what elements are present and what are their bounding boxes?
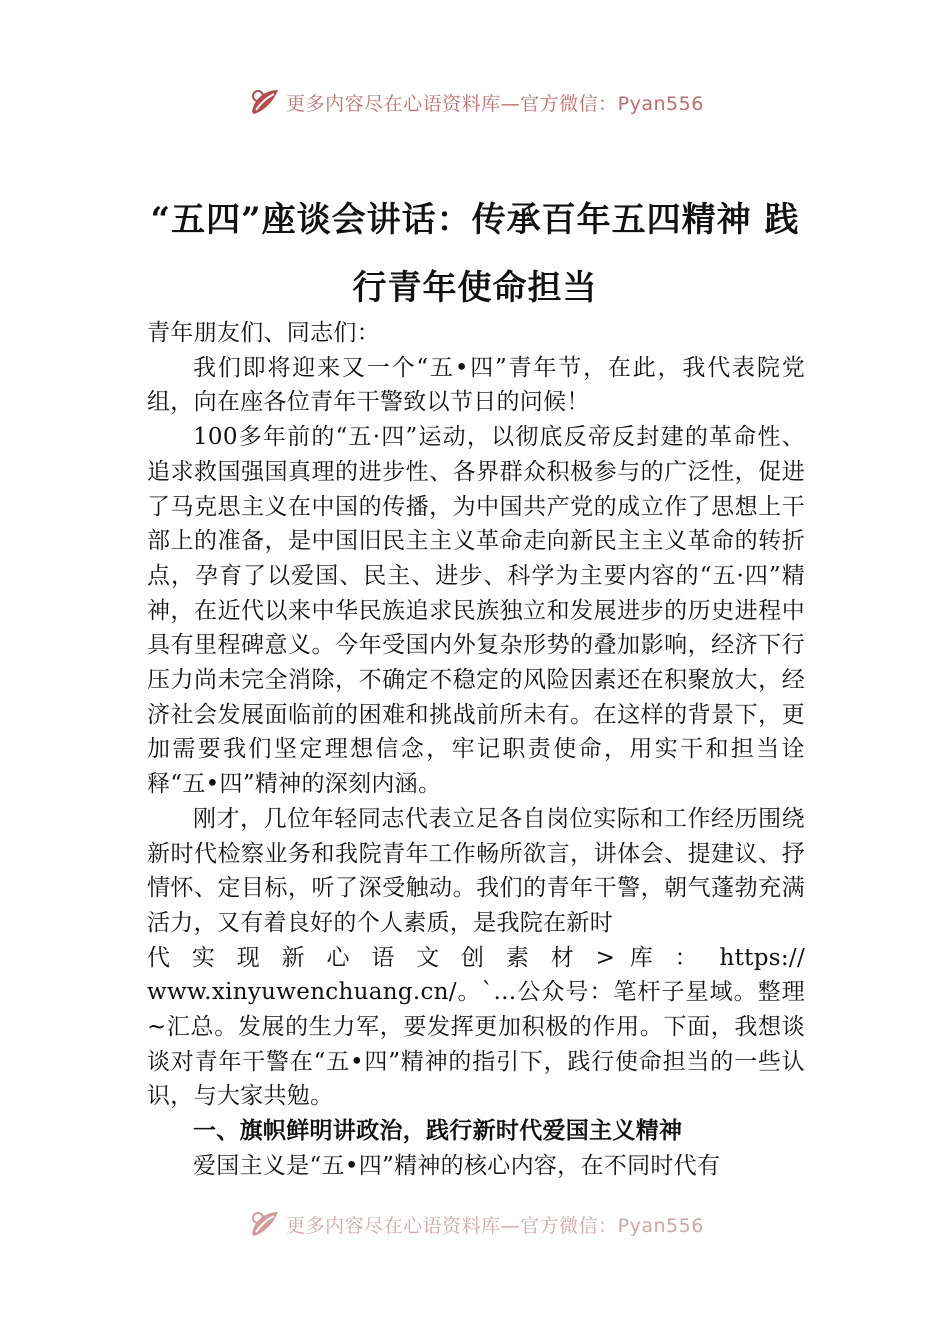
paragraph-3-continued: www.xinyuwenchuang.cn/。`…公众号：笔杆子星域。整理~汇总。发展的生力军，要发挥更加积极的作用。下面，我想谈谈对青年干警在“五•四”精神的指引下，践行使命担当的一些认识，与大家共勉。 xyxy=(147,979,805,1110)
document-title xyxy=(120,186,830,322)
watermark-text: 更多内容尽在心语资料库—官方微信：Pyan556 xyxy=(286,1214,704,1237)
leaf-swirl-logo-icon xyxy=(246,1206,282,1242)
watermark-footer xyxy=(0,1204,950,1244)
title-line-2: 行青年使命担当 xyxy=(352,268,598,308)
document-body xyxy=(147,316,805,1184)
watermark-text: 更多内容尽在心语资料库—官方微信：Pyan556 xyxy=(286,92,704,115)
paragraph-2: 100多年前的“五·四”运动，以彻底反帝反封建的革命性、追求救国强国真理的进步性、各界群众积极参与的广泛性，促进了马克思主义在中国的传播，为中国共产党的成立作了思想上干部上的准备，是中国旧民主主义革命走向新民主主义革命的转折点，孕育了以爱国、民主、进步、科学为主要内容的“五·四”精神，在近代以来中华民族追求民族独立和发展进步的历史进程中具有里程碑意义。今年受国内外复杂形势的叠加影响，经济下行压力尚未完全消除，不确定不稳定的风险因素还在积聚放大，经济社会发展面临前的困难和挑战前所未有。在这样的背景下，更加需要我们坚定理想信念，牢记职责使命，用实干和担当诠释“五•四”精神的深刻内涵。 xyxy=(147,424,805,798)
paragraph-4: 爱国主义是“五•四”精神的核心内容，在不同时代有 xyxy=(193,1152,721,1179)
paragraph-1: 我们即将迎来又一个“五•四”青年节，在此，我代表院党组，向在座各位青年干警致以节日的问候！ xyxy=(147,354,805,416)
leaf-swirl-logo-icon xyxy=(246,84,282,120)
watermark-header xyxy=(0,82,950,122)
greeting: 青年朋友们、同志们： xyxy=(147,320,380,346)
section-heading-1: 一、旗帜鲜明讲政治，践行新时代爱国主义精神 xyxy=(193,1118,683,1145)
title-line-1: “五四”座谈会讲话：传承百年五四精神 践 xyxy=(150,200,800,240)
paragraph-3: 刚才，几位年轻同志代表立足各自岗位实际和工作经历围绕新时代检察业务和我院青年工作畅所欲言，讲体会、提建议、抒情怀、定目标，听了深受触动。我们的青年干警，朝气蓬勃充满活力，又有着良好的个人素质，是我院在新时 xyxy=(147,805,805,936)
paragraph-3-spaced-line: 代 实 现 新 心 语 文 创 素 材 > 库 ： https:// xyxy=(147,944,805,971)
